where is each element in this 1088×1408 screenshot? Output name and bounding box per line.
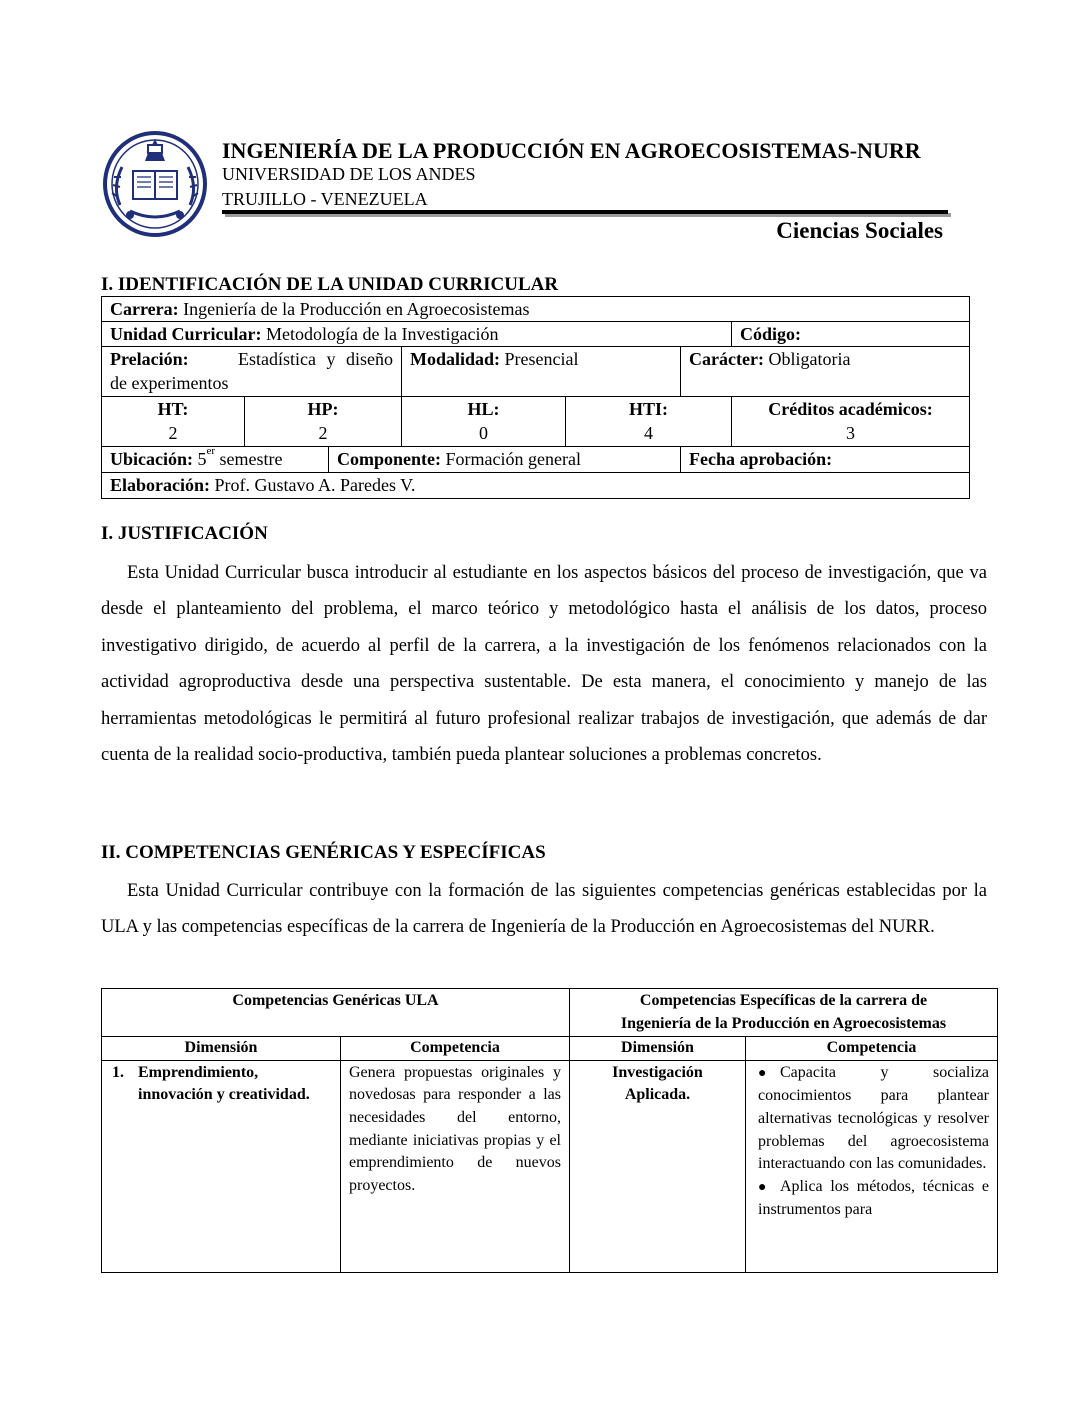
prelacion-value-1: Estadística y diseño <box>238 349 393 369</box>
specific-dimension-header: Dimensión <box>570 1037 746 1061</box>
componente-value: Formación general <box>445 449 581 469</box>
unidad-label: Unidad Curricular: <box>110 324 262 344</box>
program-title: INGENIERÍA DE LA PRODUCCIÓN EN AGROECOSISTEMAS-NURR <box>222 138 921 163</box>
area-title: Ciencias Sociales <box>776 218 943 243</box>
bullet-dot-icon: ● <box>758 1179 767 1195</box>
carrera-cell <box>102 297 970 322</box>
justificacion-heading: I. JUSTIFICACIÓN <box>101 523 268 544</box>
hp-value: 2 <box>318 423 328 443</box>
componente-label: Componente: <box>337 449 441 469</box>
ubicacion-rest: semestre <box>219 449 283 469</box>
componente-cell <box>329 447 681 473</box>
competencias-heading: II. COMPETENCIAS GENÉRICAS Y ESPECÍFICAS <box>101 842 546 863</box>
specific-header-line2: Ingeniería de la Producción en Agroecosistemas <box>620 1014 947 1032</box>
hp-cell <box>245 397 402 447</box>
ht-value: 2 <box>168 423 178 443</box>
ubicacion-sup: er <box>206 445 216 457</box>
fecha-label: Fecha aprobación: <box>689 449 833 469</box>
header-rule <box>222 210 948 214</box>
modalidad-label: Modalidad: <box>410 349 501 369</box>
prelacion-cell <box>102 347 402 397</box>
modalidad-cell <box>402 347 681 397</box>
ubicacion-label: Ubicación: <box>110 449 193 469</box>
hl-value: 0 <box>479 423 488 443</box>
competencias-table <box>101 988 998 1273</box>
specific-competencia-item-text: Capacita y socializa conocimientos para plantear alternativas tecnológicas y resolver problemas del agroecosistema interactuando con las comunidades. <box>758 1063 990 1173</box>
fecha-cell <box>681 447 970 473</box>
codigo-label: Código: <box>740 324 802 344</box>
justificacion-paragraph: Esta Unidad Curricular busca introducir al estudiante en los aspectos básicos del proceso de investigación, que va desde el planteamiento del problema, el marco teórico y metodológico hasta el análisis de los datos, proceso investigativo dirigido, de acuerdo al perfil de la carrera, a la investigación de los fenómenos relacionados con la actividad agroproductiva desde una perspectiva sustentable. De esta manera, el conocimiento y manejo de las herramientas metodológicas le permitirá al futuro profesional realizar trabajos de investigación, que además de dar cuenta de la realidad socio-productiva, también pueda plantear soluciones a problemas concretos. <box>101 563 987 766</box>
specific-competencia-item-text: Aplica los métodos, técnicas e instrumentos para <box>758 1177 990 1219</box>
ht-label: HT: <box>157 399 189 419</box>
carrera-value: Ingeniería de la Producción en Agroecosistemas <box>183 299 530 319</box>
ht-cell <box>102 397 245 447</box>
specific-competencia-item <box>756 1062 989 1176</box>
unidad-cell <box>102 322 732 347</box>
elaboracion-label: Elaboración: <box>110 475 211 495</box>
location: TRUJILLO - VENEZUELA <box>222 189 428 209</box>
identification-heading: I. IDENTIFICACIÓN DE LA UNIDAD CURRICULAR <box>101 274 559 295</box>
prelacion-label: Prelación: <box>110 349 189 369</box>
generic-competencia-text: Genera propuestas originales y novedosas para responder a las necesidades del entorno, mediante iniciativas propias y el emprendimiento de nuevos proyectos. <box>341 1060 570 1272</box>
generic-dimension-header: Dimensión <box>102 1037 341 1061</box>
university-name: UNIVERSIDAD DE LOS ANDES <box>222 164 476 184</box>
hl-label: HL: <box>467 399 500 419</box>
creditos-cell <box>732 397 970 447</box>
generic-competencia-header: Competencia <box>341 1037 570 1061</box>
specific-competencia-cell <box>746 1060 998 1272</box>
codigo-cell <box>732 322 970 347</box>
caracter-label: Carácter: <box>689 349 764 369</box>
hl-cell <box>402 397 566 447</box>
modalidad-value: Presencial <box>504 349 579 369</box>
specific-competencia-header: Competencia <box>746 1037 998 1061</box>
university-seal-icon <box>100 127 210 237</box>
caracter-value: Obligatoria <box>768 349 851 369</box>
carrera-label: Carrera: <box>110 299 179 319</box>
hti-value: 4 <box>644 423 653 443</box>
hti-cell <box>566 397 732 447</box>
elaboracion-cell <box>102 473 970 499</box>
bullet-dot-icon: ● <box>758 1065 767 1081</box>
creditos-value: 3 <box>846 423 855 443</box>
ubicacion-cell <box>102 447 329 473</box>
hti-label: HTI: <box>628 399 668 419</box>
generic-dimension-text: Emprendimiento, innovación y creatividad. <box>138 1063 310 1104</box>
creditos-label: Créditos académicos: <box>768 399 933 419</box>
prelacion-value-2: de experimentos <box>110 373 229 393</box>
caracter-cell <box>681 347 970 397</box>
generic-dimension-number: 1. <box>112 1063 124 1081</box>
specific-competencia-item <box>756 1176 989 1222</box>
unidad-value: Metodología de la Investigación <box>266 324 499 344</box>
specific-competencies-header <box>570 989 998 1037</box>
identification-table <box>101 296 970 499</box>
specific-header-line1: Competencias Específicas de la carrera de <box>639 992 928 1009</box>
generic-dimension-cell <box>102 1060 341 1272</box>
specific-dimension-text: Investigación Aplicada. <box>570 1060 746 1272</box>
generic-competencies-header: Competencias Genéricas ULA <box>102 989 570 1037</box>
ubicacion-num: 5 <box>197 449 207 469</box>
elaboracion-value: Prof. Gustavo A. Paredes V. <box>214 475 416 495</box>
hp-label: HP: <box>307 399 339 419</box>
competencias-intro: Esta Unidad Curricular contribuye con la formación de las siguientes competencias genéricas establecidas por la ULA y las competencias específicas de la carrera de Ingeniería de la Producción en Agroecosistemas del NURR. <box>101 881 987 938</box>
